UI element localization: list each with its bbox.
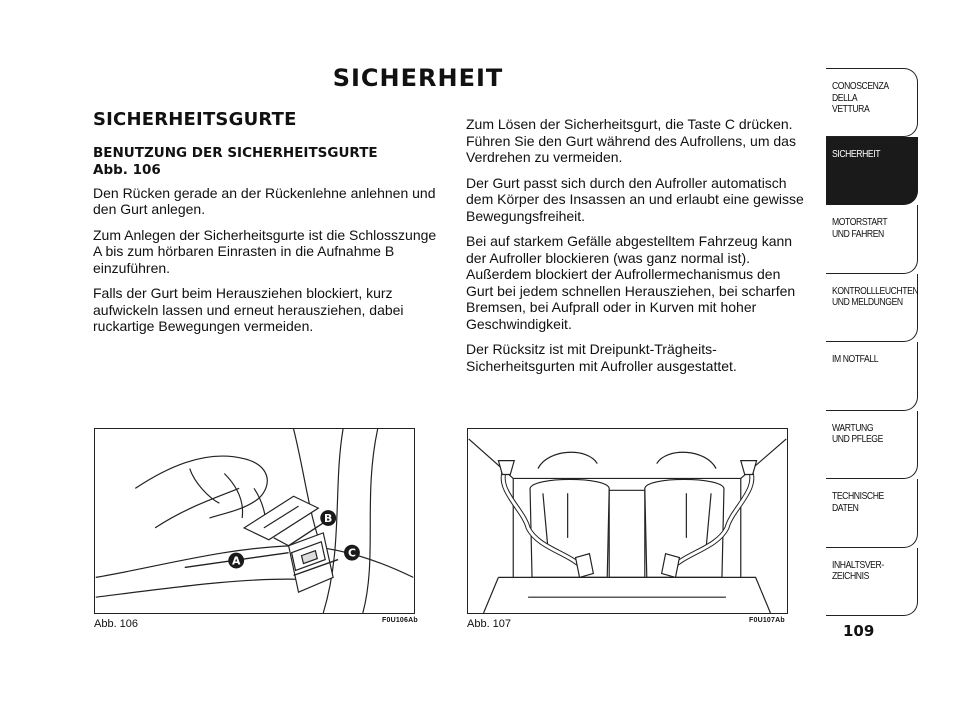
paragraph: Der Gurt passt sich durch den Aufroller automatisch dem Körper des Insassen an und erlaubt eine gewisse Bewegungsfreiheit.: [466, 174, 804, 224]
callout-a-label: A: [231, 554, 241, 568]
figure-rear-seat-illustration: [467, 428, 788, 614]
chapter-index-tabs: [826, 68, 918, 616]
callout-b-label: B: [324, 511, 333, 525]
tab-label: SICHERHEIT: [832, 147, 881, 160]
tab-wartung-und-pflege[interactable]: [826, 411, 918, 480]
figure-106-code: F0U106Ab: [382, 617, 418, 624]
callout-c: [344, 545, 360, 561]
figure-107-caption: Abb. 107: [467, 618, 512, 630]
figure-106-caption: Abb. 106: [94, 618, 139, 630]
rear-seat-illustration: [468, 429, 787, 613]
figure-107-code: F0U107Ab: [749, 617, 785, 624]
tab-label: MOTORSTART UND FAHREN: [832, 216, 888, 240]
tab-label: KONTROLLLEUCHTEN UND MELDUNGEN: [832, 284, 919, 308]
callout-b: [320, 510, 336, 526]
tab-label: WARTUNG UND PFLEGE: [832, 421, 883, 445]
paragraph: Der Rücksitz ist mit Dreipunkt-Trägheits-Sicherheitsgurten mit Aufroller ausgestattet.: [466, 341, 737, 374]
tab-motorstart-und-fahren[interactable]: [826, 205, 918, 274]
left-column: [93, 109, 438, 344]
figure-buckle-illustration: [94, 428, 415, 614]
paragraph: Bei auf starkem Gefälle abgestelltem Fahrzeug kann der Aufroller blockieren (was ganz normal ist). Außerdem blockiert der Aufrollermechanismus den Gurt bei jedem schnellen Herausziehen, bei scharfen Bremsen, bei Aufprall oder in Kurven mit hoher Geschwindigkeit.: [466, 233, 796, 332]
tab-conoscenza-della-vettura[interactable]: [826, 68, 918, 137]
right-column: [466, 116, 811, 383]
buckle-illustration: [95, 429, 414, 613]
tab-kontrollleuchten-und-meldungen[interactable]: [826, 274, 918, 343]
subsection-title: [93, 145, 438, 179]
page-title: SICHERHEIT: [332, 64, 504, 92]
paragraph: Falls der Gurt beim Herausziehen blockiert, kurz aufwickeln lassen und erneut herausziehen, dabei ruckartige Bewegungen vermeiden.: [93, 285, 404, 334]
tab-label: CONOSCENZA DELLA VETTURA: [832, 80, 889, 115]
paragraph: Zum Anlegen der Sicherheitsgurte ist die Schlosszunge A bis zum hörbaren Einrasten in die Aufnahme B einzuführen.: [93, 226, 437, 276]
tab-technische-daten[interactable]: [826, 479, 918, 548]
tab-label: IM NOTFALL: [832, 353, 879, 365]
tab-im-notfall[interactable]: [826, 342, 918, 411]
section-title: SICHERHEITSGURTE: [93, 109, 297, 130]
callout-a: [228, 553, 244, 569]
tab-sicherheit[interactable]: [826, 137, 918, 206]
subsection-figure-ref: Abb. 106: [93, 161, 161, 178]
subsection-title-line1: BENUTZUNG DER SICHERHEITSGURTE: [93, 144, 378, 161]
tab-inhaltsverzeichnis[interactable]: [826, 548, 918, 617]
paragraph: Zum Lösen der Sicherheitsgurt, die Taste C drücken. Führen Sie den Gurt während des Aufrollens, um das Verdrehen zu vermeiden.: [466, 116, 796, 165]
paragraph: Den Rücken gerade an der Rückenlehne anlehnen und den Gurt anlegen.: [93, 184, 436, 217]
tab-label: INHALTSVER- ZEICHNIS: [832, 558, 884, 582]
tab-label: TECHNISCHE DATEN: [832, 490, 884, 514]
callout-c-label: C: [347, 546, 356, 560]
page-number: 109: [843, 622, 875, 640]
